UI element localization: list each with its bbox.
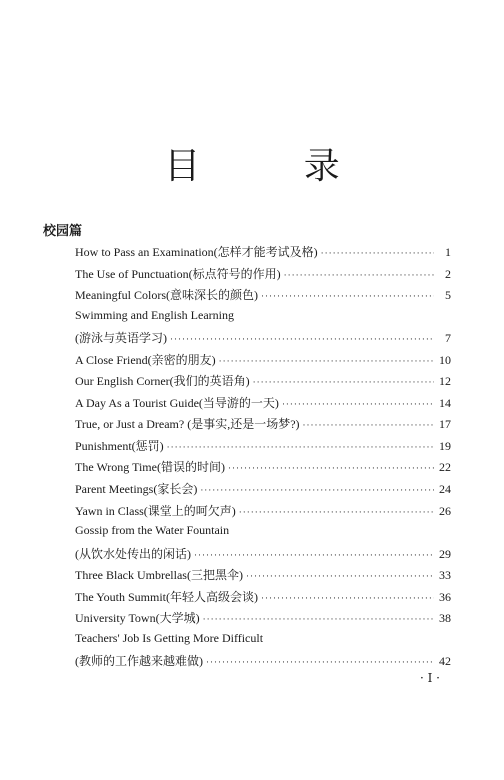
dot-leader — [203, 614, 434, 624]
toc-entry-title: (教师的工作越来越难做) — [75, 654, 203, 669]
dot-leader — [321, 248, 434, 258]
table-of-contents — [75, 243, 451, 674]
toc-entry[interactable] — [75, 523, 451, 545]
toc-entry-page: 14 — [439, 395, 451, 410]
dot-leader — [219, 356, 434, 366]
dot-leader — [200, 485, 434, 495]
toc-entry-page: 19 — [439, 438, 451, 453]
toc-entry-page: 36 — [439, 589, 451, 604]
toc-entry[interactable] — [75, 351, 451, 373]
dot-leader — [194, 550, 434, 560]
toc-entry[interactable] — [75, 588, 451, 610]
toc-entry[interactable] — [75, 545, 451, 567]
toc-entry-title: Swimming and English Learning — [75, 307, 234, 322]
dot-leader — [206, 657, 434, 667]
toc-entry[interactable] — [75, 437, 451, 459]
toc-entry-title: How to Pass an Examination(怎样才能考试及格) — [75, 245, 318, 259]
section-heading: 校园篇 — [43, 224, 83, 239]
toc-entry[interactable] — [75, 329, 451, 351]
toc-entry-page: 26 — [439, 503, 451, 518]
toc-entry[interactable] — [75, 480, 451, 502]
toc-entry-page: 33 — [439, 568, 451, 583]
toc-entry-page: 42 — [439, 654, 451, 669]
toc-entry-title: The Wrong Time(错误的时间) — [75, 460, 225, 475]
dot-leader — [167, 442, 434, 452]
toc-entry[interactable] — [75, 286, 451, 308]
dot-leader — [170, 334, 434, 344]
toc-entry-page: 12 — [439, 374, 451, 389]
toc-entry-title: Yawn in Class(课堂上的呵欠声) — [75, 503, 236, 518]
toc-entry-page: 38 — [439, 611, 451, 626]
toc-entry-page: 5 — [445, 288, 451, 303]
toc-entry-title: Punishment(惩罚) — [75, 438, 164, 453]
toc-entry-title: Meaningful Colors(意味深长的颜色) — [75, 288, 258, 303]
page-number: · I · — [420, 671, 440, 685]
toc-entry-title: Our English Corner(我们的英语角) — [75, 374, 250, 389]
toc-entry[interactable] — [75, 243, 451, 265]
toc-entry-title: A Close Friend(亲密的朋友) — [75, 352, 216, 367]
toc-entry-page: 29 — [439, 546, 451, 561]
toc-entry-title: Parent Meetings(家长会) — [75, 482, 198, 497]
dot-leader — [303, 420, 434, 430]
toc-entry-page: 24 — [439, 482, 451, 497]
toc-entry-page: 7 — [445, 331, 451, 346]
toc-entry[interactable] — [75, 394, 451, 416]
toc-entry-page: 1 — [445, 245, 451, 259]
toc-entry-title: Three Black Umbrellas(三把黑伞) — [75, 568, 243, 583]
dot-leader — [284, 270, 434, 280]
dot-leader — [246, 571, 434, 581]
toc-entry[interactable] — [75, 652, 451, 674]
toc-entry-page: 2 — [445, 266, 451, 281]
toc-entry[interactable] — [75, 566, 451, 588]
page-title: 目 录 — [164, 146, 386, 187]
dot-leader — [282, 399, 434, 409]
toc-entry-title: The Youth Summit(年轻人高级会谈) — [75, 589, 259, 604]
dot-leader — [253, 377, 434, 387]
toc-entry-page: 22 — [439, 460, 451, 475]
toc-entry-title: A Day As a Tourist Guide(当导游的一天) — [75, 395, 279, 410]
dot-leader — [239, 507, 434, 517]
toc-entry-page: 17 — [439, 417, 451, 432]
toc-entry[interactable] — [75, 631, 451, 653]
dot-leader — [228, 463, 434, 473]
toc-entry-title: True, or Just a Dream? (是事实,还是一场梦?) — [75, 417, 300, 432]
toc-entry[interactable] — [75, 308, 451, 330]
toc-entry-title: (从饮水处传出的闲话) — [75, 546, 191, 561]
toc-entry[interactable] — [75, 609, 451, 631]
toc-entry-title: Teachers' Job Is Getting More Difficult — [75, 630, 264, 645]
toc-entry-title: University Town(大学城) — [75, 611, 200, 626]
toc-entry-title: The Use of Punctuation(标点符号的作用) — [75, 266, 281, 281]
dot-leader — [261, 291, 434, 301]
toc-entry-title: Gossip from the Water Fountain — [75, 523, 230, 538]
toc-entry[interactable] — [75, 458, 451, 480]
dot-leader — [261, 593, 434, 603]
toc-entry[interactable] — [75, 502, 451, 524]
toc-entry-page: 10 — [439, 352, 451, 367]
toc-entry[interactable] — [75, 415, 451, 437]
toc-entry[interactable] — [75, 372, 451, 394]
toc-entry-title: (游泳与英语学习) — [75, 331, 167, 346]
toc-entry[interactable] — [75, 265, 451, 287]
